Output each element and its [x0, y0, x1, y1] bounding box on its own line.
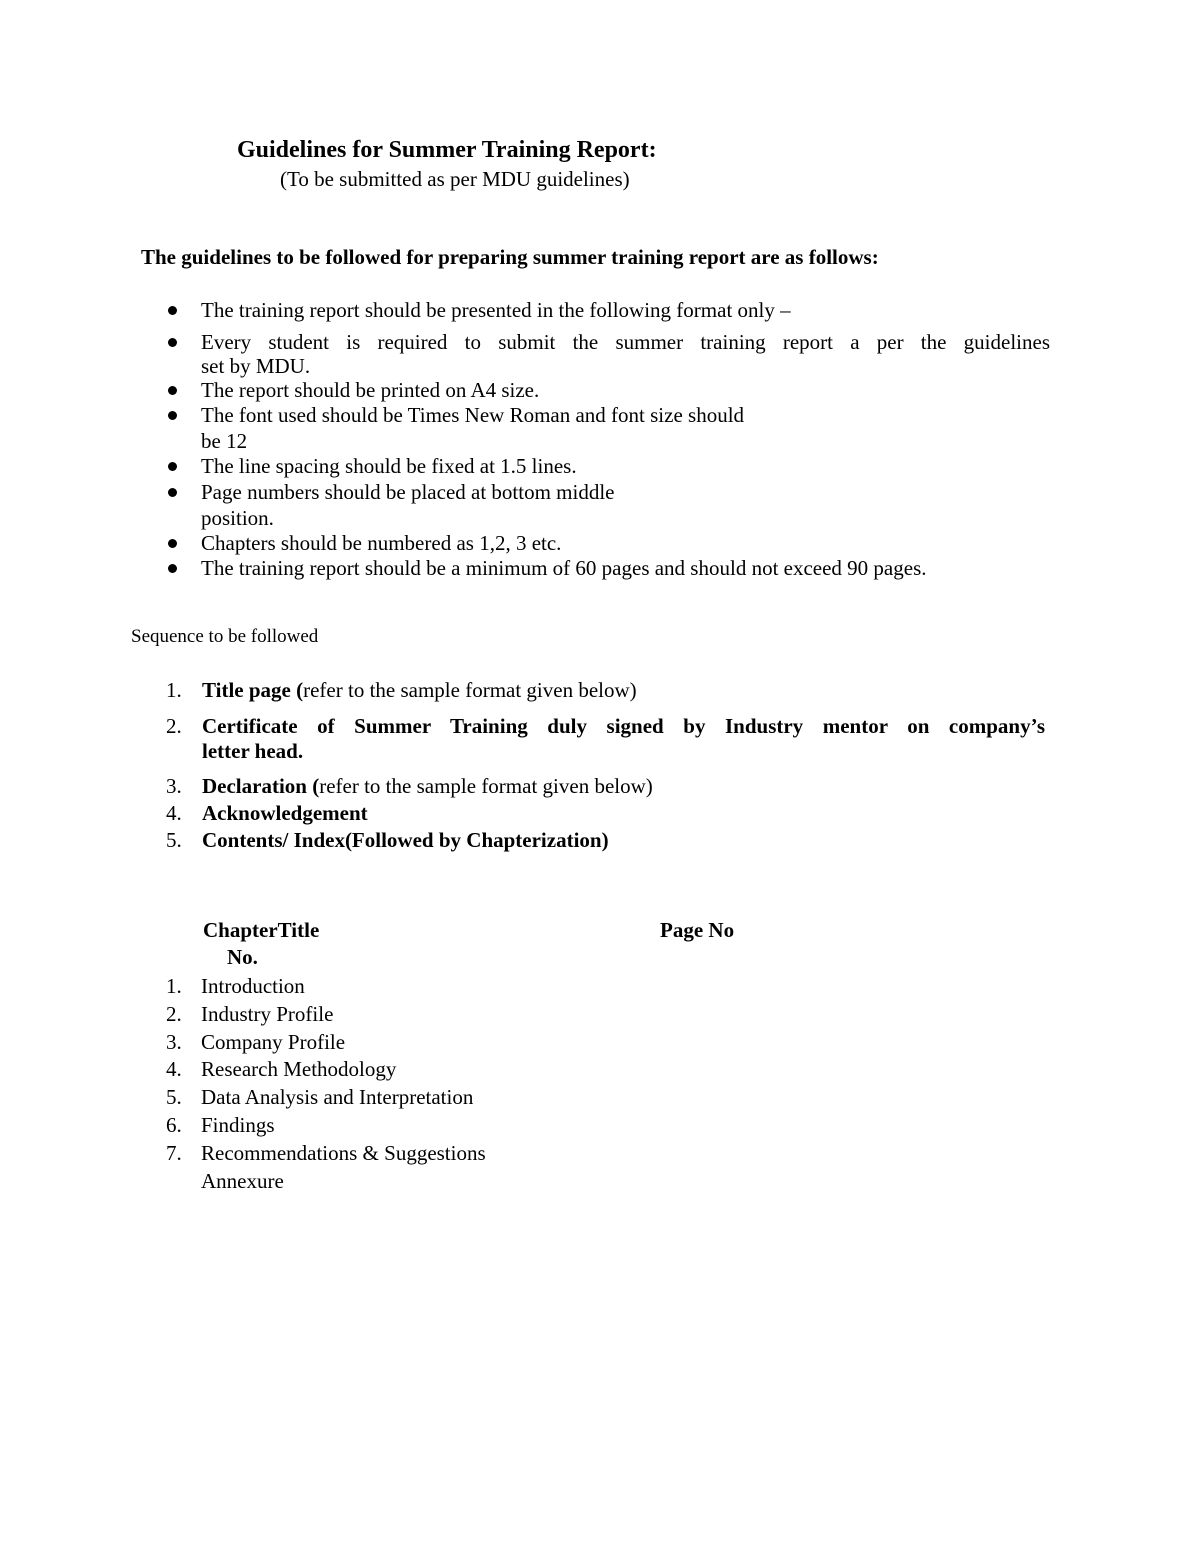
chapter-title: Findings	[201, 1113, 275, 1137]
document-title: Guidelines for Summer Training Report:	[237, 137, 657, 163]
bullet-icon	[168, 462, 177, 471]
list-item-bold: Certificate of Summer Training duly signed by Industry mentor on company’s	[202, 714, 1045, 738]
list-item-text	[202, 828, 609, 853]
list-item-bold: Declaration (	[202, 774, 320, 798]
list-item-text	[202, 774, 653, 799]
chapter-number: 1.	[166, 974, 182, 998]
chapter-title: Introduction	[201, 974, 305, 998]
page-no-header: Page No	[660, 918, 735, 942]
bullet-icon	[168, 411, 177, 420]
chapter-number: 6.	[166, 1113, 182, 1137]
chapter-title: Company Profile	[201, 1030, 346, 1054]
bullet-icon	[168, 306, 177, 315]
list-item-bold: Title page (	[202, 678, 304, 702]
list-number: 3.	[166, 774, 182, 798]
bullet-icon	[168, 564, 177, 573]
list-item-text-continued	[202, 739, 303, 764]
bullet-text: Page numbers should be placed at bottom middle	[201, 480, 615, 504]
chapter-no-header: No.	[227, 945, 258, 969]
bullet-text: Every student is required to submit the summer training report a per the guidelines	[201, 330, 1050, 354]
chapter-title: Data Analysis and Interpretation	[201, 1085, 474, 1109]
chapter-title: Industry Profile	[201, 1002, 334, 1026]
list-item-rest: refer to the sample format given below)	[319, 774, 653, 798]
bullet-text-block	[201, 330, 1050, 355]
list-number: 5.	[166, 828, 182, 852]
document-subtitle: (To be submitted as per MDU guidelines)	[280, 167, 630, 191]
bullet-icon	[168, 488, 177, 497]
bullet-text-continued: position.	[201, 506, 274, 530]
bullet-text-continued: set by MDU.	[201, 354, 311, 378]
list-item-bold: Acknowledgement	[202, 801, 368, 825]
list-number: 4.	[166, 801, 182, 825]
bullet-text: The training report should be presented in the following format only –	[201, 298, 791, 322]
chapter-title-header: ChapterTitle	[203, 918, 320, 942]
guidelines-intro: The guidelines to be followed for preparing summer training report are as follows:	[141, 245, 879, 269]
bullet-text: Chapters should be numbered as 1,2, 3 etc.	[201, 531, 562, 555]
chapter-title: Research Methodology	[201, 1057, 397, 1081]
list-item-text	[202, 714, 1045, 739]
list-number: 1.	[166, 678, 182, 702]
bullet-text: The font used should be Times New Roman and font size should	[201, 403, 745, 427]
annexure-label: Annexure	[201, 1169, 284, 1193]
chapter-number: 2.	[166, 1002, 182, 1026]
list-number: 2.	[166, 714, 182, 738]
chapter-number: 4.	[166, 1057, 182, 1081]
bullet-icon	[168, 338, 177, 347]
list-item-text	[202, 801, 368, 826]
list-item-bold: letter head.	[202, 739, 304, 763]
bullet-icon	[168, 539, 177, 548]
list-item-text	[202, 678, 637, 703]
chapter-title: Recommendations & Suggestions	[201, 1141, 486, 1165]
chapter-number: 7.	[166, 1141, 182, 1165]
chapter-number: 5.	[166, 1085, 182, 1109]
bullet-text: The training report should be a minimum of 60 pages and should not exceed 90 pages.	[201, 556, 927, 580]
bullet-text: The report should be printed on A4 size.	[201, 378, 540, 402]
list-item-rest: refer to the sample format given below)	[303, 678, 637, 702]
list-item-bold: Contents/ Index(Followed by Chapterization)	[202, 828, 609, 852]
bullet-icon	[168, 386, 177, 395]
sequence-label: Sequence to be followed	[131, 626, 319, 647]
bullet-text: The line spacing should be fixed at 1.5 lines.	[201, 454, 577, 478]
bullet-text-continued: be 12	[201, 429, 248, 453]
chapter-number: 3.	[166, 1030, 182, 1054]
